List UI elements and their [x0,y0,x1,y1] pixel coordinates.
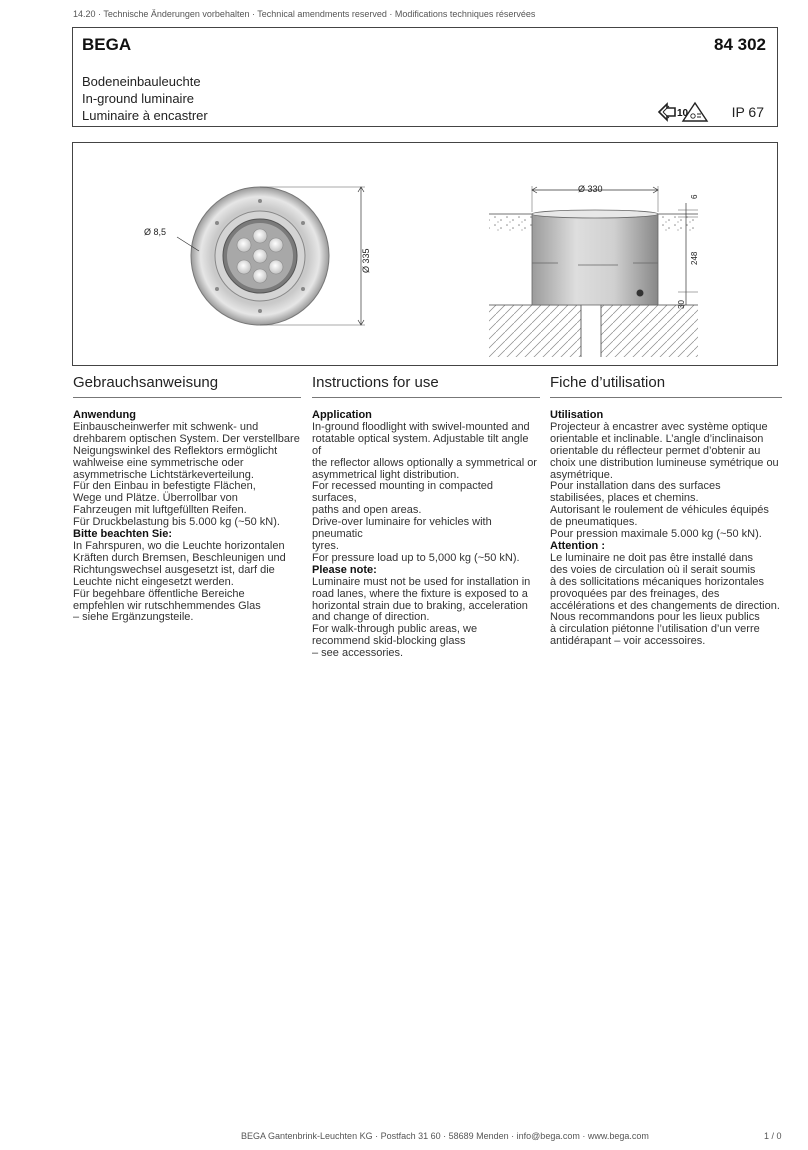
text-line: Richtungswechsel ausgesetzt ist, darf die [73,563,275,576]
text-line: wahlweise eine symmetrische oder [73,456,244,469]
text-line: asymétrique. [550,468,613,481]
column-body [550,410,782,648]
dimension-bottom-label: 30 [677,300,686,309]
text-line: In Fahrspuren, wo die Leuchte horizontalen [73,539,285,552]
text-line: Leuchte nicht eingesetzt werden. [73,575,234,588]
top-view [144,187,371,325]
text-line: For recessed mounting in compacted surfaces, [312,480,493,505]
text-line: asymmetrische Lichtstärkeverteilung. [73,468,254,481]
text-line: provoquées par des freinages, des [550,587,720,600]
product-name-fr: Luminaire à encastrer [82,108,208,123]
impact-rating-icon [659,104,689,120]
section-heading: Anwendung [73,409,136,421]
text-line: paths and open areas. [312,504,422,517]
vertical-diameter-label: Ø 335 [361,248,371,273]
text-line: choix une distribution lumineuse symétrique ou [550,456,779,469]
text-line: – siehe Ergänzungsteile. [73,611,194,624]
text-line: Pour installation dans des surfaces [550,480,721,493]
product-names [82,73,208,124]
text-line: des voies de circulation où il serait soumis [550,563,756,576]
text-line: Fahrzeugen mit luftgefüllten Reifen. [73,504,247,517]
product-name-en: In-ground luminaire [82,91,195,106]
text-line: Für Druckbelastung bis 5.000 kg (~50 kN). [73,516,280,529]
column-title: Gebrauchsanweisung [73,374,301,398]
section-heading: Application [312,409,372,421]
text-line: orientable du réflecteur permet d’obtenir au [550,444,761,457]
text-line: orientable et inclinable. L’angle d’inclinaison [550,432,764,445]
ip-rating: IP 67 [731,104,764,120]
column-french [550,374,782,648]
hole-diameter-label: Ø 8,5 [144,227,167,237]
text-line: empfehlen wir rutschhemmendes Glas [73,599,261,612]
text-line: Projecteur à encastrer avec système optique [550,420,768,433]
certification-icons [657,99,709,125]
text-line: Nous recommandons pour les lieux publics [550,611,760,624]
horizontal-diameter-label: Ø 330 [578,184,603,194]
section-heading: Utilisation [550,409,604,421]
text-line: recommend skid-blocking glass [312,635,466,648]
page-number: 1 / 0 [764,1131,782,1141]
dimension-body-label: 248 [690,251,699,265]
column-title: Fiche d’utilisation [550,374,782,398]
column-title: Instructions for use [312,374,540,398]
screw-hole-icon [258,199,262,203]
text-line: road lanes, where the fixture is exposed to a [312,587,528,600]
dimension-top-label: 6 [690,194,699,199]
text-line: Für den Einbau in befestigte Flächen, [73,480,256,493]
brand-name: BEGA [82,35,132,54]
text-line: For walk-through public areas, we [312,623,478,636]
column-body [312,410,540,660]
section-heading: Attention : [550,539,605,552]
text-line: Autorisant le roulement de véhicules équipés [550,504,769,517]
section-heading: Bitte beachten Sie: [73,528,173,541]
text-line: Kräften durch Bremsen, Beschleunigen und [73,551,286,564]
text-line: antidérapant – voir accessoires. [550,635,706,648]
text-line: In-ground floodlight with swivel-mounted and [312,420,530,433]
text-line: rotatable optical system. Adjustable tilt angle of [312,432,529,457]
text-line: tyres. [312,539,339,552]
text-line: accélérations et des changements de direction. [550,599,780,612]
text-line: Wege und Plätze. Überrollbar von [73,492,238,505]
text-line: Drive-over luminaire for vehicles with pneumatic [312,516,492,541]
text-line: – see accessories. [312,647,404,660]
drawing-canvas [73,143,779,367]
column-body [73,410,301,624]
text-line: asymmetrical light distribution. [312,468,460,481]
text-line: Für begehbare öffentliche Bereiche [73,587,245,600]
text-line: Le luminaire ne doit pas être installé dans [550,551,754,564]
column-german [73,374,301,624]
side-view [489,184,699,357]
text-line: the reflector allows optionally a symmetrical or [312,456,537,469]
text-line: Pour pression maximale 5.000 kg (~50 kN). [550,528,762,541]
text-line: Einbauscheinwerfer mit schwenk- und [73,420,259,433]
technical-drawing [72,142,778,366]
product-name-de: Bodeneinbauleuchte [82,74,201,89]
cable-gland-icon [637,290,644,297]
text-line: stabilisées, places et chemins. [550,492,699,505]
text-line: Neigungswinkel des Reflektors ermöglicht [73,444,278,457]
text-line: drehbarem optischen System. Der verstellbare [73,432,300,445]
article-number: 84 302 [714,35,766,54]
text-line: horizontal strain due to braking, acceleration [312,599,528,612]
footer-address: BEGA Gantenbrink-Leuchten KG · Postfach 31 60 · 58689 Menden · info@bega.com · www.bega.com [241,1131,649,1141]
top-note: 14.20 · Technische Änderungen vorbehalten · Technical amendments reserved · Modifications techniques réservées [73,9,536,19]
text-line: and change of direction. [312,611,430,624]
section-heading: Please note: [312,563,377,576]
text-line: à des sollicitations mécaniques horizontales [550,575,765,588]
text-line: de pneumatiques. [550,516,638,529]
impact-rating: 10 [677,108,689,119]
header-box [72,27,778,127]
text-line: Luminaire must not be used for installation in [312,575,531,588]
text-line: à circulation piétonne l’utilisation d’un verre [550,623,760,636]
text-line: For pressure load up to 5,000 kg (~50 kN). [312,551,520,564]
column-english [312,374,540,660]
